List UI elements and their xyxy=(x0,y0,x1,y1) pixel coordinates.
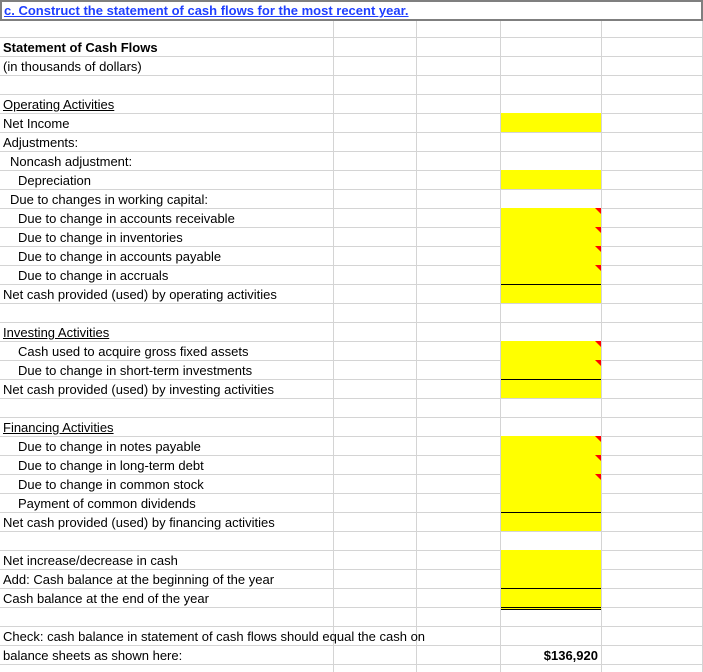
ar-label: Due to change in accounts receivable xyxy=(18,211,235,226)
question-header xyxy=(0,0,703,21)
adjustments-label: Adjustments: xyxy=(3,135,79,150)
net-change-label: Net increase/decrease in cash xyxy=(3,553,178,568)
statement-title: Statement of Cash Flows xyxy=(3,40,158,55)
working-capital-label: Due to changes in working capital: xyxy=(10,192,209,207)
notes-input[interactable] xyxy=(501,436,601,455)
column-divider xyxy=(601,19,602,672)
ltd-label: Due to change in long-term debt xyxy=(18,458,204,473)
check-cash-value[interactable]: $136,920 xyxy=(543,648,598,663)
net-change-input[interactable] xyxy=(501,550,601,569)
common-stock-input[interactable] xyxy=(501,474,601,493)
end-balance-label: Cash balance at the end of the year xyxy=(3,591,209,606)
financing-total-label: Net cash provided (used) by financing activities xyxy=(3,515,275,530)
gross-fixed-input[interactable] xyxy=(501,341,601,360)
depreciation-input[interactable] xyxy=(501,170,601,189)
accruals-label: Due to change in accruals xyxy=(18,268,169,283)
check-line-2: balance sheets as shown here: xyxy=(3,648,183,663)
comment-marker-icon[interactable] xyxy=(595,474,601,480)
operating-heading: Operating Activities xyxy=(3,97,115,112)
comment-marker-icon[interactable] xyxy=(595,208,601,214)
ap-input[interactable] xyxy=(501,246,601,265)
net-income-label: Net Income xyxy=(3,116,70,131)
check-line-1: Check: cash balance in statement of cash flows should equal the cash on xyxy=(3,629,426,644)
gross-fixed-label: Cash used to acquire gross fixed assets xyxy=(18,344,249,359)
common-stock-label: Due to change in common stock xyxy=(18,477,204,492)
statement-subtitle: (in thousands of dollars) xyxy=(3,59,142,74)
comment-marker-icon[interactable] xyxy=(595,341,601,347)
column-divider xyxy=(416,19,417,672)
investing-total-label: Net cash provided (used) by investing activities xyxy=(3,382,274,397)
noncash-label: Noncash adjustment: xyxy=(10,154,133,169)
dividends-input[interactable] xyxy=(501,493,601,512)
financing-total-input[interactable] xyxy=(501,512,601,531)
ltd-input[interactable] xyxy=(501,455,601,474)
net-income-input[interactable] xyxy=(501,113,601,132)
inventories-label: Due to change in inventories xyxy=(18,230,183,245)
notes-label: Due to change in notes payable xyxy=(18,439,201,454)
row-divider xyxy=(0,132,703,133)
inventories-input[interactable] xyxy=(501,227,601,246)
question-title: c. Construct the statement of cash flows for the most recent year. xyxy=(4,3,409,18)
comment-marker-icon[interactable] xyxy=(595,265,601,271)
column-divider xyxy=(333,19,334,672)
ap-label: Due to change in accounts payable xyxy=(18,249,222,264)
comment-marker-icon[interactable] xyxy=(595,227,601,233)
comment-marker-icon[interactable] xyxy=(595,246,601,252)
accruals-input[interactable] xyxy=(501,265,601,284)
short-term-input[interactable] xyxy=(501,360,601,379)
investing-heading: Investing Activities xyxy=(3,325,110,340)
depreciation-label: Depreciation xyxy=(18,173,91,188)
financing-heading: Financing Activities xyxy=(3,420,114,435)
investing-total-input[interactable] xyxy=(501,379,601,398)
operating-total-label: Net cash provided (used) by operating activities xyxy=(3,287,277,302)
comment-marker-icon[interactable] xyxy=(595,436,601,442)
begin-balance-label: Add: Cash balance at the beginning of the year xyxy=(3,572,275,587)
begin-balance-input[interactable] xyxy=(501,569,601,588)
comment-marker-icon[interactable] xyxy=(595,360,601,366)
comment-marker-icon[interactable] xyxy=(595,455,601,461)
operating-total-input[interactable] xyxy=(501,284,601,303)
short-term-label: Due to change in short-term investments xyxy=(18,363,253,378)
end-balance-input[interactable] xyxy=(501,588,601,610)
dividends-label: Payment of common dividends xyxy=(18,496,196,511)
ar-input[interactable] xyxy=(501,208,601,227)
